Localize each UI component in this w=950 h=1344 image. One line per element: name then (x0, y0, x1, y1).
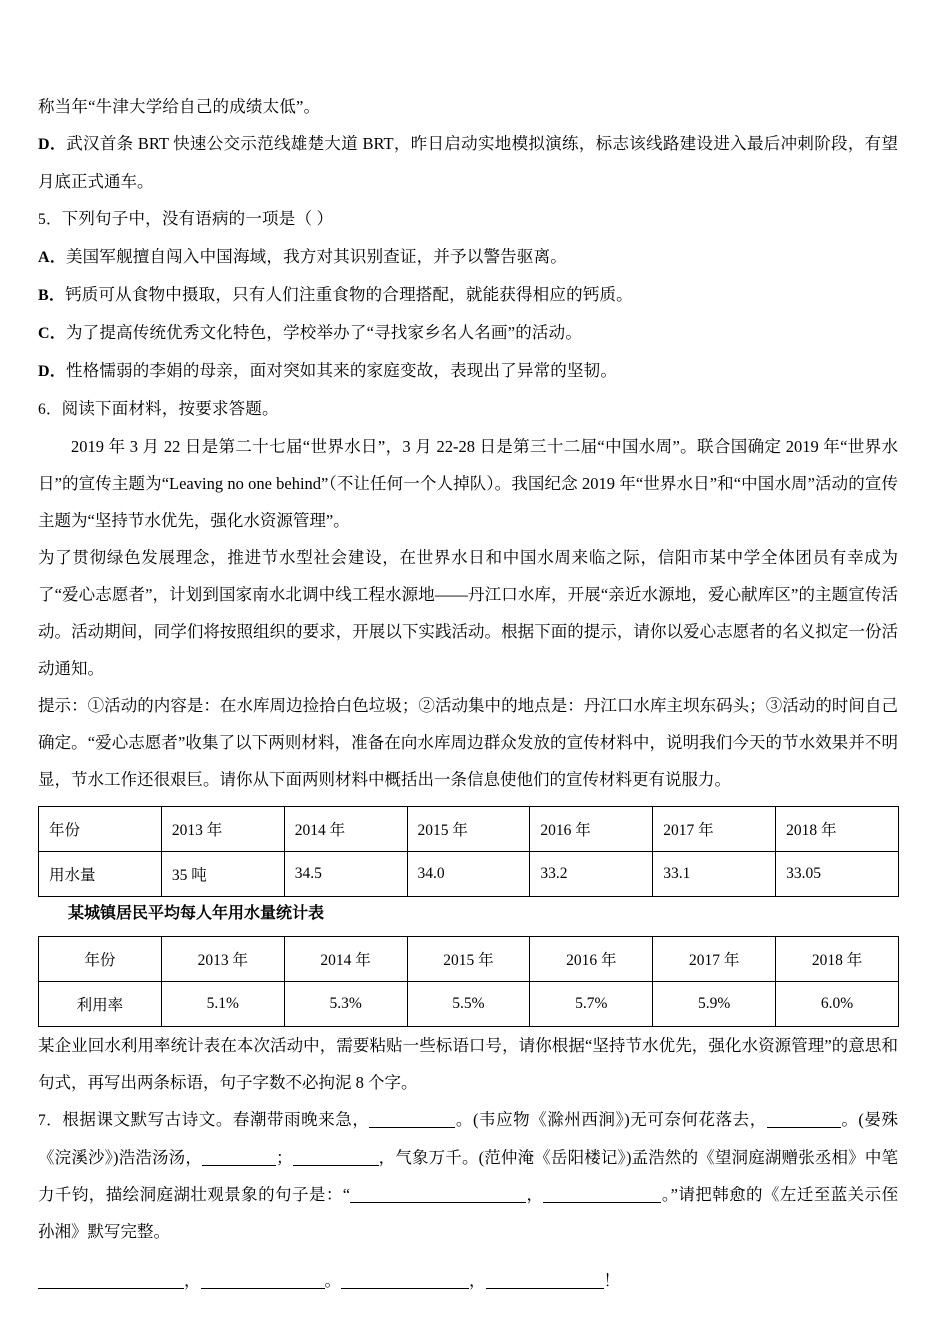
question-5-option-b (38, 276, 898, 314)
fill-blank-5[interactable] (350, 1202, 526, 1203)
question-7-segment-3: 。(晏殊《浣溪沙》)浩浩汤汤， (38, 1110, 898, 1167)
table2-cell-header-0: 年份 (39, 937, 162, 982)
continuation-line: 称当年“牛津大学给自己的成绩太低”。 (38, 97, 321, 116)
table-cell-header-3: 2015 年 (407, 807, 530, 852)
question-7-segment-1: 根据课文默写古诗文。春潮带雨晚来急， (62, 1110, 370, 1129)
question-6-paragraph-2: 为了贯彻绿色发展理念，推进节水型社会建设，在世界水日和中国水周来临之际，信阳市某中学全体团员有幸成为了“爱心志愿者”，计划到国家南水北调中线工程水源地——丹江口水库，开展“亲近水源地，爱心献库区”的主题宣传活动。活动期间，同学们将按照组织的要求，开展以下实践活动。根据下面的提示，请你以爱心志愿者的名义拟定一份活动通知。 (38, 548, 898, 678)
question-6-paragraph-1: 2019 年 3 月 22 日是第二十七届“世界水日”，3 月 22-28 日是第三十二届“中国水周”。联合国确定 2019 年“世界水日”的宣传主题为“Leaving no one behind”（不让任何一个人掉队）。我国纪念 2019 年“世界水日”和“中国水周”活动的宣传主题为“坚持节水优先，强化水资源管理”。 (38, 437, 898, 530)
question-6-stem (38, 390, 898, 428)
table-row (39, 982, 899, 1027)
table-cell-header-2: 2014 年 (284, 807, 407, 852)
table2-cell-3: 5.5% (407, 982, 530, 1027)
table-cell-5: 33.1 (653, 852, 776, 897)
option-letter-d: D． (38, 136, 67, 153)
answer-sep-4: ！ (603, 1271, 620, 1290)
table2-cell-header-4: 2016 年 (530, 937, 653, 982)
answer-sep-1: ， (184, 1271, 201, 1290)
fill-blank-1[interactable] (369, 1127, 455, 1128)
table-row-header (39, 807, 899, 852)
option-text-c: 为了提高传统优秀文化特色，学校举办了“寻找家乡名人名画”的活动。 (65, 323, 583, 342)
option-letter-b: B． (38, 287, 66, 304)
fill-blank-7[interactable] (38, 1288, 184, 1289)
question-6-number: 6． (38, 401, 62, 418)
question-6-paragraph-3: 提示：①活动的内容是：在水库周边捡拾白色垃圾；②活动集中的地点是：丹江口水库主坝东码头；③活动的时间自己确定。“爱心志愿者”收集了以下两则材料，准备在向水库周边群众发放的宣传材料中，说明我们今天的节水效果并不明显，节水工作还很艰巨。请你从下面两则材料中概括出一条信息使他们的宣传材料更有说服力。 (38, 696, 898, 789)
table-cell-1: 35 吨 (161, 852, 284, 897)
recycle-rate-table (38, 936, 899, 1027)
table-cell-header-4: 2016 年 (530, 807, 653, 852)
question-5-option-d (38, 352, 898, 390)
question-5-text: 下列句子中，没有语病的一项是（ ） (61, 209, 334, 228)
table-cell-header-0: 年份 (39, 807, 162, 852)
table-cell-header-5: 2017 年 (653, 807, 776, 852)
fill-blank-4[interactable] (293, 1165, 379, 1166)
answer-sep-2: 。 (324, 1271, 341, 1290)
fill-blank-10[interactable] (486, 1288, 604, 1289)
table2-cell-header-6: 2018 年 (776, 937, 899, 982)
table2-cell-2: 5.3% (284, 982, 407, 1027)
fill-blank-9[interactable] (341, 1288, 469, 1289)
table-spacer-top (38, 798, 898, 806)
question-5-stem (38, 200, 898, 238)
question-5-option-c (38, 314, 898, 352)
table-cell-4: 33.2 (530, 852, 653, 897)
question-6-paragraph-4: 某企业回水利用率统计表在本次活动中，需要粘贴一些标语口号，请你根据“坚持节水优先，强化水资源管理”的意思和句式，再写出两条标语，句子字数不必拘泥 8 个字。 (38, 1036, 898, 1092)
table-cell-6: 33.05 (776, 852, 899, 897)
option-letter-a: A． (38, 249, 66, 266)
question-7-segment-4: ； (276, 1148, 293, 1167)
option-letter-d2: D． (38, 363, 66, 380)
question-7-segment-2: 。(韦应物《滁州西涧》)无可奈何花落去， (455, 1110, 767, 1129)
table-row (39, 852, 899, 897)
table2-cell-header-5: 2017 年 (653, 937, 776, 982)
water-usage-table (38, 806, 899, 897)
question-7-answer-line (38, 1250, 898, 1299)
table-cell-header-1: 2013 年 (161, 807, 284, 852)
table-cell-2: 34.5 (284, 852, 407, 897)
fill-blank-3[interactable] (202, 1165, 276, 1166)
option-text-b: 钙质可从食物中摄取，只有人们注重食物的合理搭配，就能获得相应的钙质。 (65, 285, 633, 304)
fill-blank-2[interactable] (767, 1127, 841, 1128)
option-text-d2: 性格懦弱的李娟的母亲，面对突如其来的家庭变故，表现出了异常的坚韧。 (65, 361, 618, 380)
table2-cell-header-2: 2014 年 (284, 937, 407, 982)
option-text-d: 武汉首条 BRT 快速公交示范线雄楚大道 BRT，昨日启动实地模拟演练，标志该线路建设进入最后冲刺阶段，有望月底正式通车。 (38, 134, 898, 191)
table2-cell-header-3: 2015 年 (407, 937, 530, 982)
question-7-segment-5: ，气象万千。(范仲淹《岳阳楼记》)孟浩然的《望洞庭湖赠张丞相》中笔力千钧，描绘洞庭湖壮观景象的句子是：“ (38, 1148, 898, 1204)
table-cell-header-6: 2018 年 (776, 807, 899, 852)
answer-sep-3: ， (469, 1271, 486, 1290)
question-6-text: 阅读下面材料，按要求答题。 (61, 399, 279, 418)
question-7-segment-6: ， (526, 1185, 544, 1204)
question-7-number: 7． (38, 1112, 63, 1129)
table-cell-3: 34.0 (407, 852, 530, 897)
question-5-number: 5． (38, 211, 62, 228)
table2-cell-1: 5.1% (161, 982, 284, 1027)
table-cell-0: 用水量 (39, 852, 162, 897)
question-7-segment-7: 。”请把韩愈的《左迁至蓝关示侄孙湘》默写完整。 (38, 1185, 899, 1241)
question-7-body (38, 1101, 898, 1250)
option-letter-c: C． (38, 325, 66, 342)
question-5-option-a (38, 238, 898, 276)
table-1-caption: 某城镇居民平均每人年用水量统计表 (68, 905, 325, 922)
table2-cell-4: 5.7% (530, 982, 653, 1027)
option-text-a: 美国军舰擅自闯入中国海域，我方对其识别查证，并予以警告驱离。 (65, 247, 567, 266)
table2-cell-0: 利用率 (39, 982, 162, 1027)
fill-blank-6[interactable] (543, 1202, 661, 1203)
table2-cell-5: 5.9% (653, 982, 776, 1027)
table2-cell-header-1: 2013 年 (161, 937, 284, 982)
table-row-header (39, 937, 899, 982)
option-d-previous-question (38, 125, 898, 200)
table2-cell-6: 6.0% (776, 982, 899, 1027)
fill-blank-8[interactable] (201, 1288, 325, 1289)
